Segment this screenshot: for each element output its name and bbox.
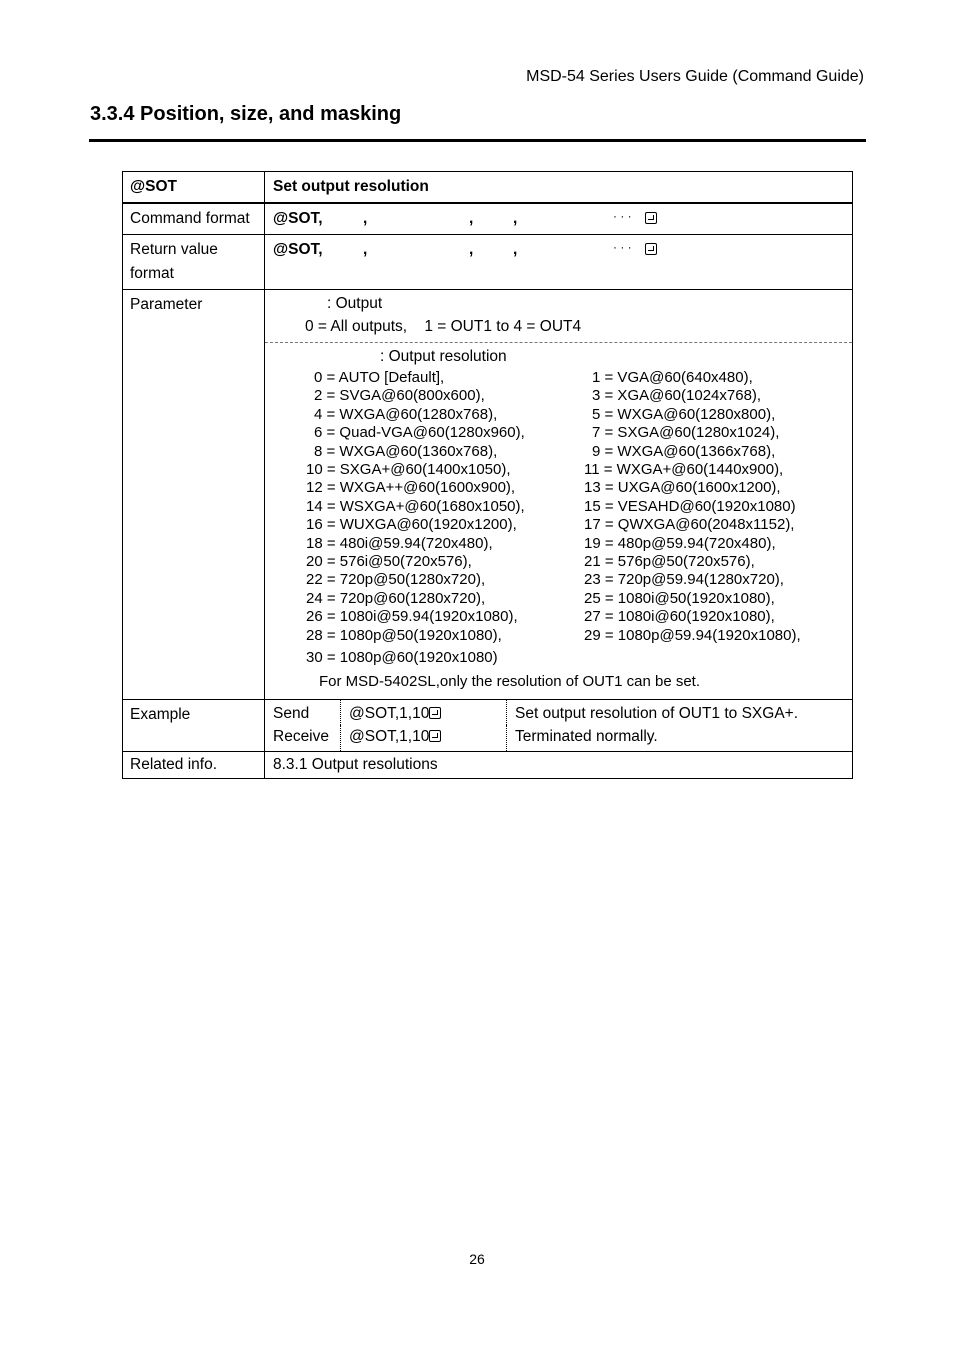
resolution-item: 4 = WXGA@60(1280x768), <box>314 405 498 423</box>
command-description: Set output resolution <box>265 172 853 204</box>
return-label-line1: Return value <box>130 241 218 258</box>
send-description: Set output resolution of OUT1 to SXGA+. <box>506 700 852 725</box>
send-command: @SOT,1,10 <box>340 700 506 725</box>
format-sep: , <box>513 241 518 258</box>
format-sep: , <box>513 210 518 227</box>
send-label: Send <box>273 705 310 723</box>
resolution-item: 15 = VESAHD@60(1920x1080) <box>584 497 796 515</box>
page-header: MSD-54 Series Users Guide (Command Guide) <box>526 68 864 85</box>
param-resolution-title: : Output resolution <box>380 348 507 365</box>
format-ellipsis: · · · <box>613 209 632 223</box>
resolution-item: 30 = 1080p@60(1920x1080) <box>306 649 498 667</box>
resolution-item: 9 = WXGA@60(1366x768), <box>592 442 776 460</box>
resolution-item: 27 = 1080i@60(1920x1080), <box>584 608 775 626</box>
resolution-item: 10 = SXGA+@60(1400x1050), <box>306 461 511 479</box>
return-format-label <box>123 235 265 290</box>
return-key-icon <box>645 238 657 262</box>
param-output-title: : Output <box>327 295 383 312</box>
related-row <box>123 752 853 779</box>
format-prefix: @SOT, <box>273 210 323 227</box>
return-label-line2: format <box>130 265 174 282</box>
format-sep: , <box>469 241 474 258</box>
resolution-item: 26 = 1080i@59.94(1920x1080), <box>306 608 518 626</box>
command-table <box>122 171 853 779</box>
resolution-list <box>306 369 844 645</box>
resolution-item: 8 = WXGA@60(1360x768), <box>314 442 498 460</box>
resolution-item: 29 = 1080p@59.94(1920x1080), <box>584 626 801 644</box>
parameter-row <box>123 290 853 700</box>
command-name: @SOT <box>123 172 265 204</box>
command-format-label: Command format <box>123 203 265 235</box>
resolution-item: 0 = AUTO [Default], <box>314 369 445 386</box>
receive-description: Terminated normally. <box>506 725 852 751</box>
resolution-item: 7 = SXGA@60(1280x1024), <box>592 424 780 442</box>
resolution-item: 22 = 720p@50(1280x720), <box>306 571 486 589</box>
related-label: Related info. <box>123 752 265 779</box>
return-key-icon <box>645 207 657 231</box>
table-header-row <box>123 172 853 204</box>
parameter-label: Parameter <box>123 290 265 700</box>
resolution-item: 16 = WUXGA@60(1920x1200), <box>306 516 517 534</box>
resolution-item: 24 = 720p@60(1280x720), <box>306 589 486 607</box>
return-format-row <box>123 235 853 290</box>
example-row <box>123 700 853 752</box>
format-sep: , <box>363 210 368 227</box>
resolution-item: 5 = WXGA@60(1280x800), <box>592 405 776 423</box>
command-format-value <box>265 203 853 235</box>
resolution-item: 13 = UXGA@60(1600x1200), <box>584 479 781 497</box>
return-key-icon <box>429 707 441 719</box>
resolution-item: 19 = 480p@59.94(720x480), <box>584 534 776 552</box>
resolution-item: 12 = WXGA++@60(1600x900), <box>306 479 516 497</box>
command-format-row <box>123 203 853 235</box>
receive-label: Receive <box>273 728 329 746</box>
resolution-item: 20 = 576i@50(720x576), <box>306 553 472 571</box>
resolution-item: 6 = Quad-VGA@60(1280x960), <box>314 424 525 442</box>
parameter-value <box>265 290 853 700</box>
resolution-item: 11 = WXGA+@60(1440x900), <box>584 461 784 479</box>
page-number: 26 <box>469 1251 485 1267</box>
format-sep: , <box>363 241 368 258</box>
resolution-item: 2 = SVGA@60(800x600), <box>314 387 485 405</box>
resolution-item: 21 = 576p@50(720x576), <box>584 553 755 571</box>
title-rule <box>89 139 866 142</box>
resolution-item: 1 = VGA@60(640x480), <box>592 369 753 386</box>
resolution-item: 23 = 720p@59.94(1280x720), <box>584 571 784 589</box>
return-format-value <box>265 235 853 290</box>
format-sep: , <box>469 210 474 227</box>
param-output-values: 0 = All outputs, 1 = OUT1 to 4 = OUT4 <box>305 318 582 335</box>
model-note: For MSD-5402SL,only the resolution of OUT1 can be set. <box>319 673 701 691</box>
section-title: 3.3.4 Position, size, and masking <box>90 103 402 125</box>
resolution-item: 18 = 480i@59.94(720x480), <box>306 534 493 552</box>
resolution-item: 3 = XGA@60(1024x768), <box>592 387 762 405</box>
example-label: Example <box>123 700 265 752</box>
receive-command: @SOT,1,10 <box>340 725 506 751</box>
resolution-item: 25 = 1080i@50(1920x1080), <box>584 589 775 607</box>
resolution-item: 14 = WSXGA+@60(1680x1050), <box>306 497 525 515</box>
example-value <box>265 700 853 752</box>
resolution-item: 28 = 1080p@50(1920x1080), <box>306 626 502 644</box>
format-ellipsis: · · · <box>613 240 632 254</box>
format-prefix: @SOT, <box>273 241 323 258</box>
return-key-icon <box>429 730 441 742</box>
resolution-item: 17 = QWXGA@60(2048x1152), <box>584 516 795 534</box>
related-value: 8.3.1 Output resolutions <box>265 752 853 779</box>
